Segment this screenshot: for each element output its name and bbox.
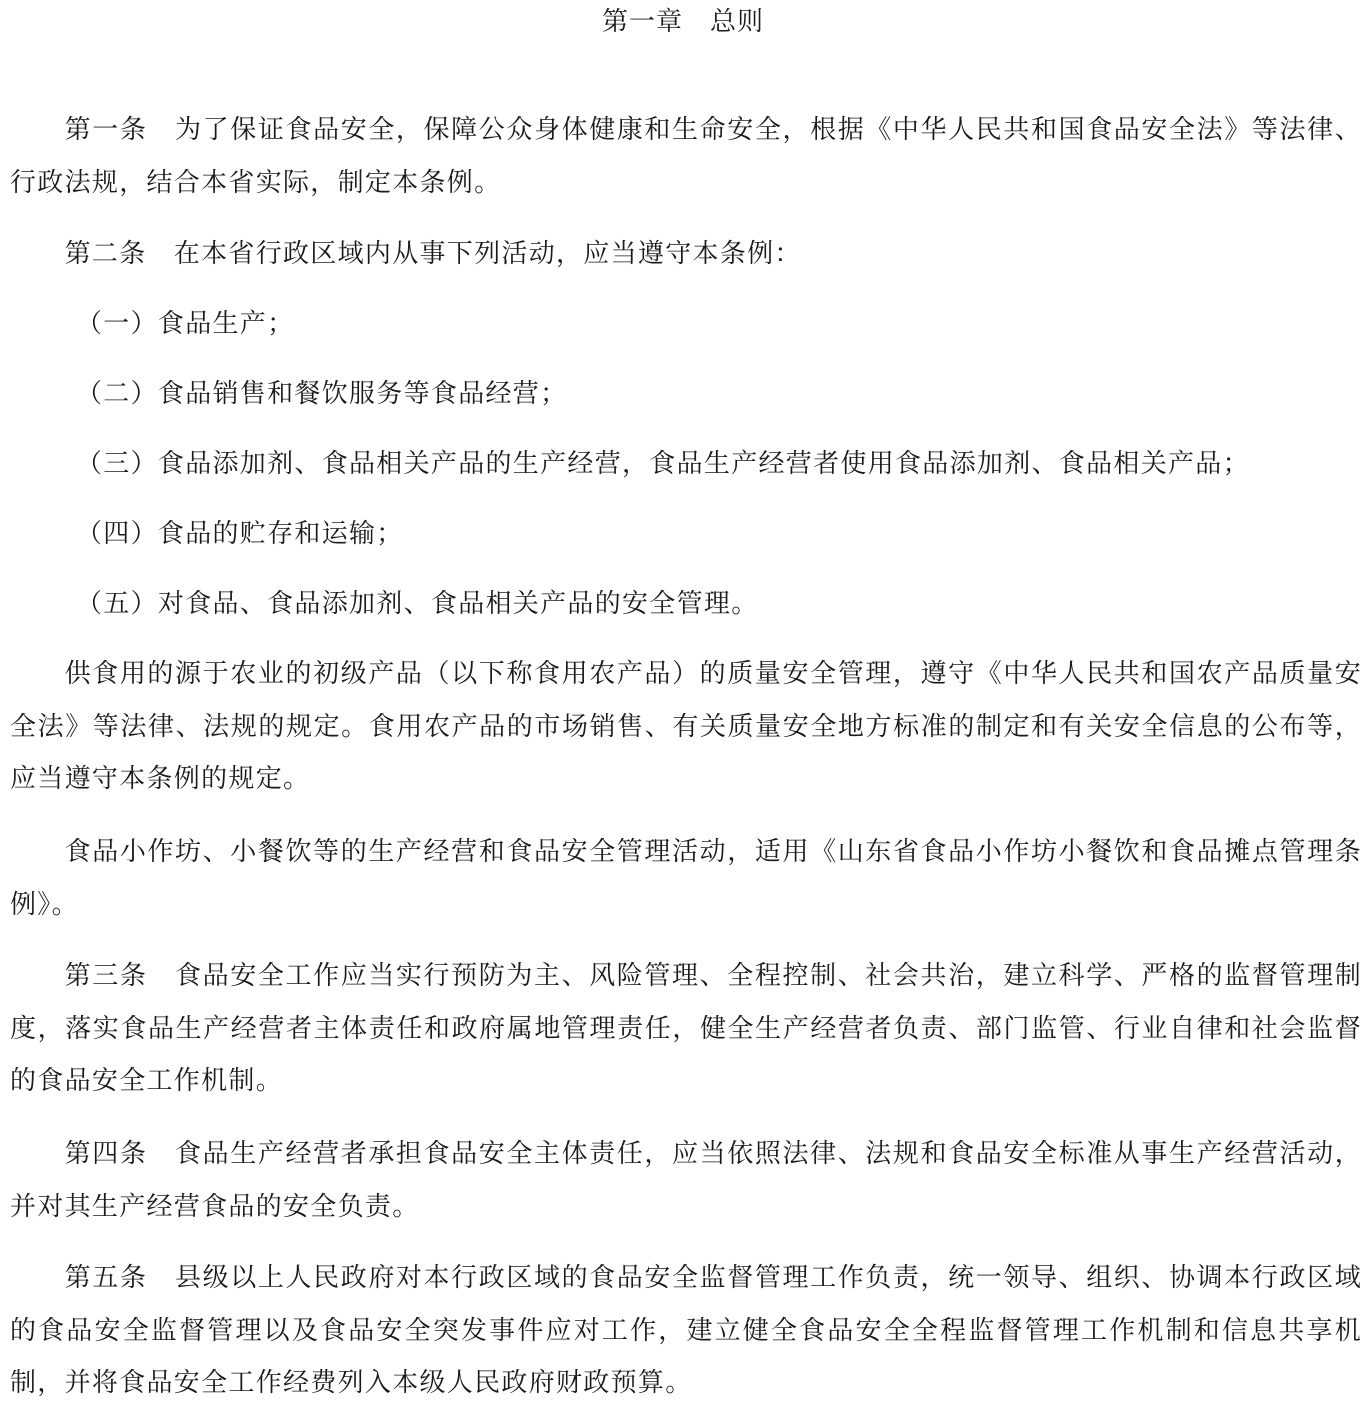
article-2-item-5: （五）对食品、食品添加剂、食品相关产品的安全管理。 xyxy=(76,589,759,619)
article-2-item-3: （三）食品添加剂、食品相关产品的生产经营，食品生产经营者使用食品添加剂、食品相关产品； xyxy=(76,449,1250,479)
article-2-paragraph-2: 供食用的源于农业的初级产品（以下称食用农产品）的质量安全管理，遵守《中华人民共和国农产品质量安全法》等法律、法规的规定。食用农产品的市场销售、有关质量安全地方标准的制定和有关安全信息的公布等，应当遵守本条例的规定。 xyxy=(10,659,1362,794)
chapter-title: 第一章 总则 xyxy=(601,7,764,37)
article-5: 第五条 县级以上人民政府对本行政区域的食品安全监督管理工作负责，统一领导、组织、协调本行政区域的食品安全监督管理以及食品安全突发事件应对工作，建立健全食品安全全程监督管理工作机制和信息共享机制，并将食品安全工作经费列入本级人民政府财政预算。 xyxy=(10,1263,1362,1398)
article-2-item-1: （一）食品生产； xyxy=(76,309,295,339)
article-3: 第三条 食品安全工作应当实行预防为主、风险管理、全程控制、社会共治，建立科学、严格的监督管理制度，落实食品生产经营者主体责任和政府属地管理责任，健全生产经营者负责、部门监管、行业自律和社会监督的食品安全工作机制。 xyxy=(10,961,1362,1096)
article-1: 第一条 为了保证食品安全，保障公众身体健康和生命安全，根据《中华人民共和国食品安全法》等法律、行政法规，结合本省实际，制定本条例。 xyxy=(10,115,1362,198)
article-2-item-4: （四）食品的贮存和运输； xyxy=(76,519,404,549)
article-4: 第四条 食品生产经营者承担食品安全主体责任，应当依照法律、法规和食品安全标准从事生产经营活动，并对其生产经营食品的安全负责。 xyxy=(10,1139,1362,1222)
article-2: 第二条 在本省行政区域内从事下列活动，应当遵守本条例： xyxy=(64,239,802,269)
article-2-paragraph-3: 食品小作坊、小餐饮等的生产经营和食品安全管理活动，适用《山东省食品小作坊小餐饮和食品摊点管理条例》。 xyxy=(10,837,1362,920)
article-2-item-2: （二）食品销售和餐饮服务等食品经营； xyxy=(76,379,568,409)
